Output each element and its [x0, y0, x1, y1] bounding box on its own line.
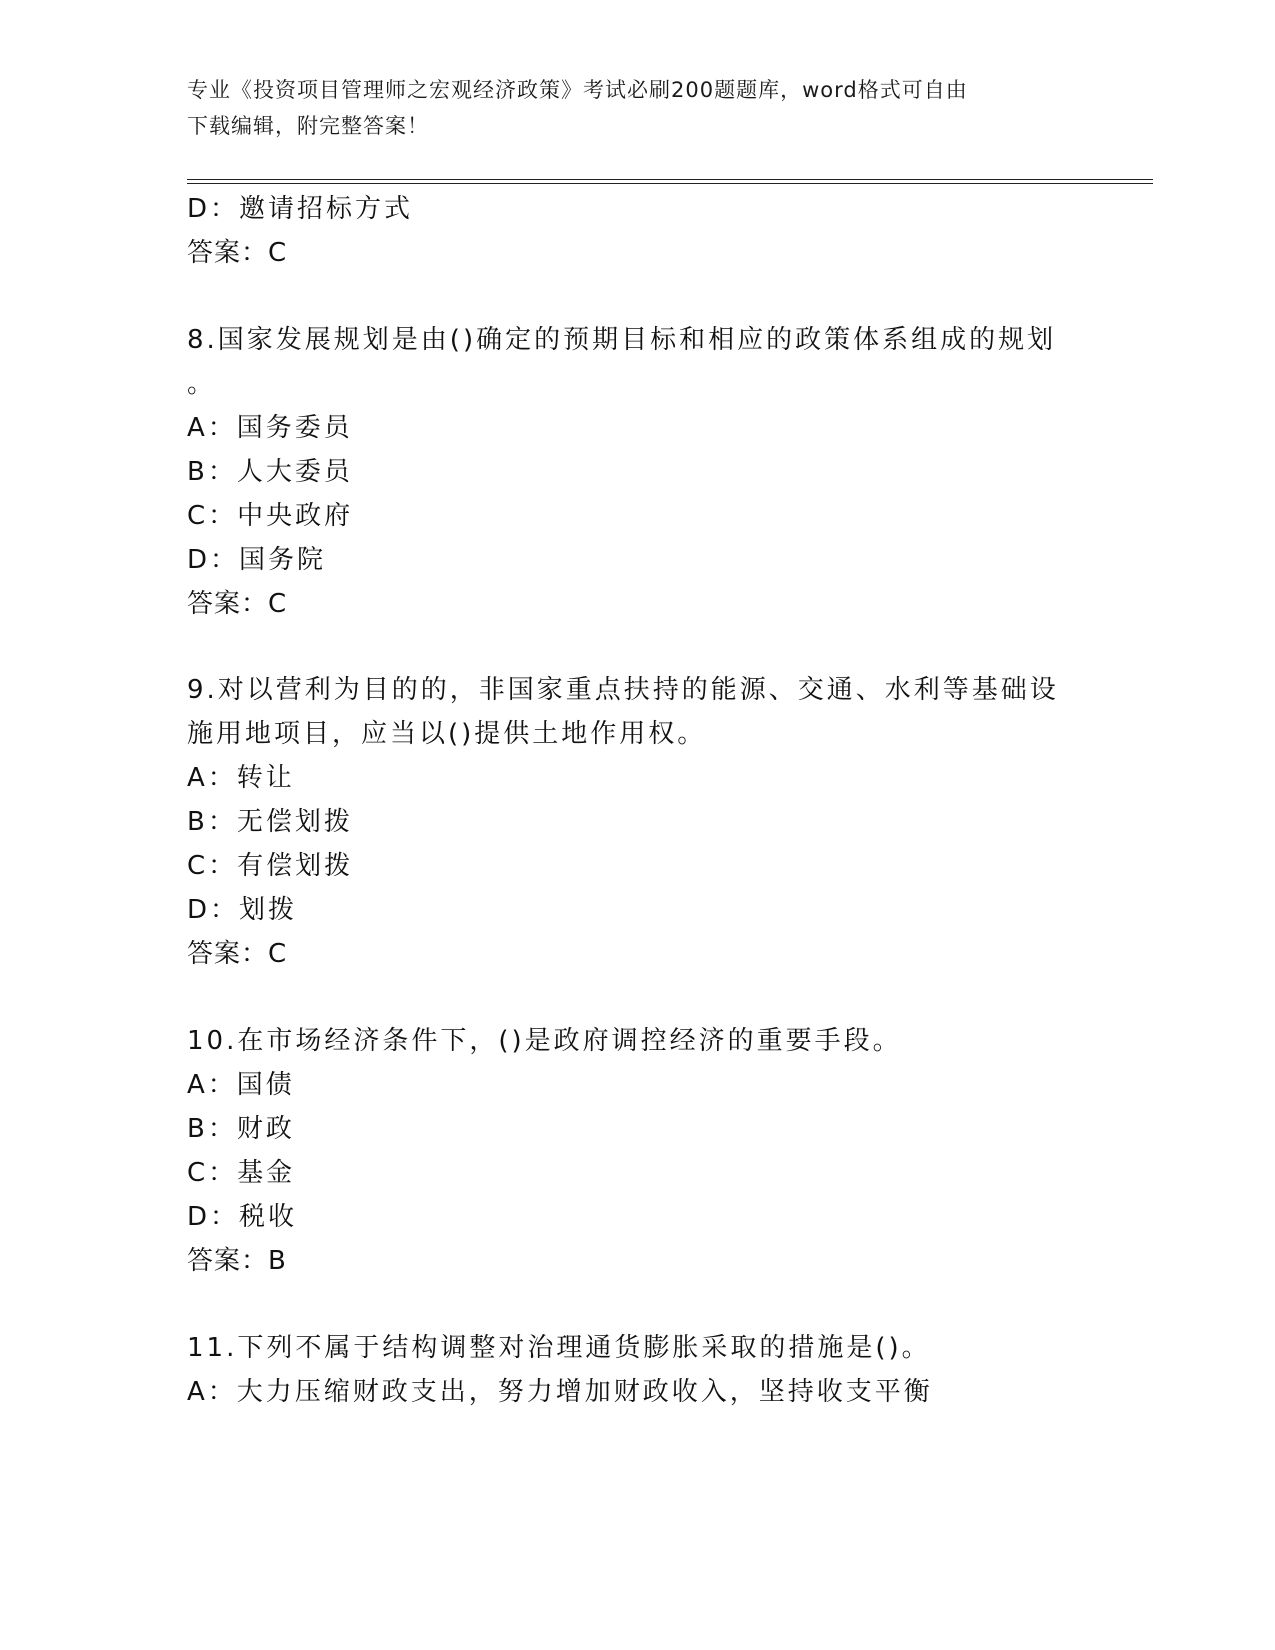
q8-stem-line-2: 。 — [187, 369, 217, 399]
q9-stem-line-1: 9.对以营利为目的的，非国家重点扶持的能源、交通、水利等基础设 — [187, 675, 1059, 705]
q10-answer: 答案：B — [187, 1246, 287, 1276]
q9-option-d: D：划拨 — [187, 895, 298, 925]
q9-option-c: C：有偿划拨 — [187, 851, 354, 881]
q8-answer: 答案：C — [187, 589, 288, 619]
header-line-2: 下载编辑，附完整答案！ — [187, 114, 429, 138]
q10-stem-line-1: 10.在市场经济条件下，()是政府调控经济的重要手段。 — [187, 1026, 902, 1056]
q10-option-d: D：税收 — [187, 1202, 298, 1232]
q8-stem-line-1: 8.国家发展规划是由()确定的预期目标和相应的政策体系组成的规划 — [187, 325, 1057, 355]
q8-option-a: A：国务委员 — [187, 413, 353, 443]
q9-option-a: A：转让 — [187, 763, 295, 793]
q9-stem-line-2: 施用地项目，应当以()提供土地作用权。 — [187, 719, 707, 749]
q9-option-b: B：无偿划拨 — [187, 807, 353, 837]
document-header — [187, 72, 1087, 144]
header-divider-top — [187, 179, 1153, 180]
q10-option-c: C：基金 — [187, 1158, 296, 1188]
q9-answer: 答案：C — [187, 939, 288, 969]
q11-stem-line-1: 11.下列不属于结构调整对治理通货膨胀采取的措施是()。 — [187, 1333, 931, 1363]
q8-option-b: B：人大委员 — [187, 457, 353, 487]
q10-option-a: A：国债 — [187, 1070, 295, 1100]
q11-option-a: A：大力压缩财政支出，努力增加财政收入，坚持收支平衡 — [187, 1377, 933, 1407]
q7-answer: 答案：C — [187, 238, 288, 268]
q10-option-b: B：财政 — [187, 1114, 295, 1144]
header-line-1: 专业《投资项目管理师之宏观经济政策》考试必刷200题题库，word格式可自由 — [187, 78, 968, 102]
header-divider-bottom — [187, 183, 1153, 184]
q8-option-c: C：中央政府 — [187, 501, 354, 531]
q8-option-d: D：国务院 — [187, 545, 327, 575]
q7-option-d: D：邀请招标方式 — [187, 194, 414, 224]
